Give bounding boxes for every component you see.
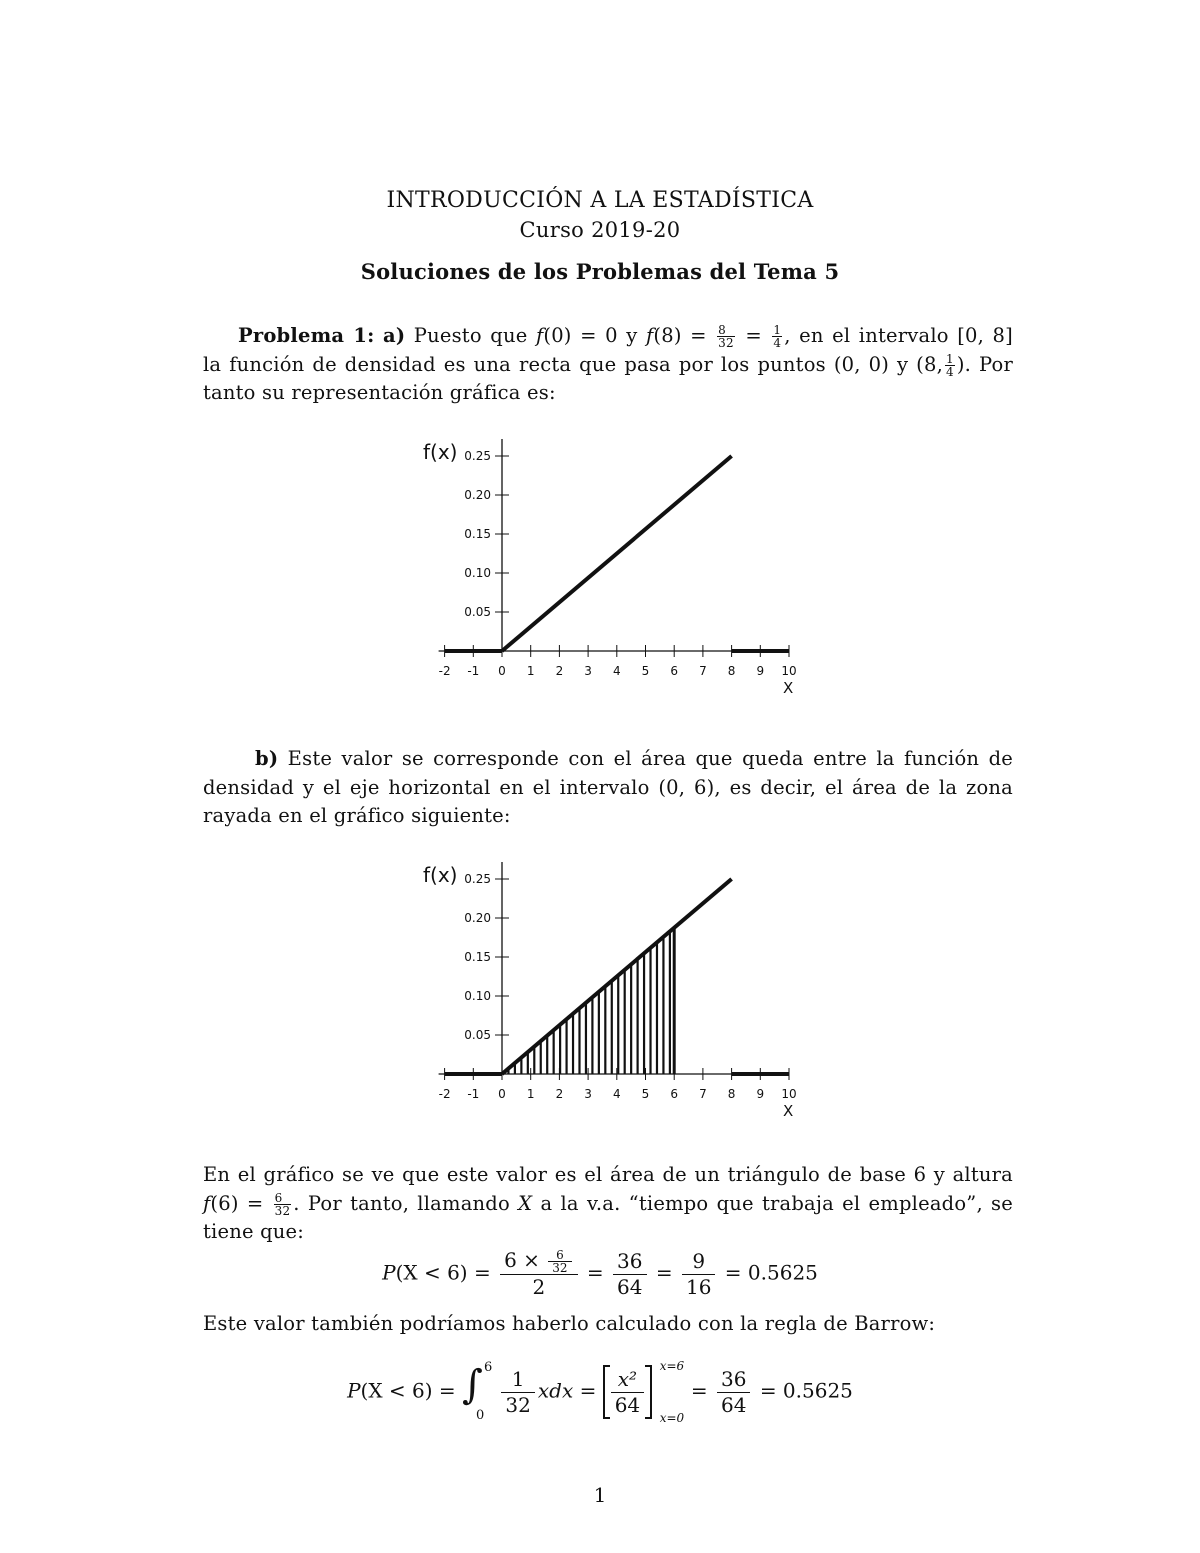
text: , en el intervalo [0, 8] bbox=[784, 324, 1013, 347]
x-tick-label: -2 bbox=[438, 664, 451, 678]
part-a-line-3: tanto su representación gráfica es: bbox=[203, 381, 556, 404]
x-axis-label: X bbox=[783, 1102, 794, 1120]
math-text: (X < 6) = bbox=[360, 1378, 456, 1403]
y-tick-label: 0.10 bbox=[464, 566, 491, 580]
fraction: $\frac{1}{4}$ bbox=[773, 323, 782, 350]
triangle-line-1: En el gráfico se ve que este valor es el área de un triángulo de base 6 y altura bbox=[203, 1163, 1013, 1186]
page-number: 1 bbox=[593, 1483, 607, 1507]
x-tick-label: 7 bbox=[699, 664, 707, 678]
text: Este valor se corresponde con el área que queda entre la función de bbox=[287, 747, 1013, 770]
y-axis-label: f(x) bbox=[423, 863, 458, 887]
text: la función de densidad es una recta que pasa por los puntos (0, 0) y (8, bbox=[203, 352, 943, 376]
equation-barrow bbox=[0, 1359, 1200, 1425]
chart-svg bbox=[415, 435, 815, 700]
x-tick-label: 4 bbox=[612, 1087, 621, 1101]
x-tick-label: 3 bbox=[584, 664, 592, 678]
x-tick-label: 1 bbox=[526, 1087, 535, 1101]
section-subtitle: Soluciones de los Problemas del Tema 5 bbox=[360, 259, 840, 284]
fraction: $\frac{1}{32}$ bbox=[501, 1367, 534, 1418]
text: (0) = 0 y bbox=[543, 324, 638, 347]
x-tick-label: 8 bbox=[727, 1087, 736, 1101]
x-tick-label: 10 bbox=[781, 664, 797, 678]
triangle-line-3: tiene que: bbox=[203, 1220, 305, 1243]
part-a-line-2 bbox=[203, 351, 1013, 380]
x-tick-label: 9 bbox=[756, 1087, 765, 1101]
x-tick-label: 4 bbox=[612, 664, 621, 678]
math-text: (X < 6) = bbox=[395, 1260, 491, 1285]
fraction: $\frac{36}{64}$ bbox=[613, 1249, 646, 1300]
fraction: $\frac{8}{32}$ bbox=[718, 323, 734, 350]
part-b-line-2: densidad y el eje horizontal en el intervalo (0, 6), es decir, el área de la zona bbox=[203, 775, 1013, 799]
part-a-label: a) bbox=[383, 324, 406, 347]
x-tick-label: 2 bbox=[555, 664, 564, 678]
y-tick-label: 0.05 bbox=[464, 605, 491, 619]
math-text: = bbox=[690, 1378, 708, 1403]
part-b-line-1 bbox=[203, 745, 1013, 774]
x-tick-label: 9 bbox=[756, 664, 765, 678]
part-b-line-3: rayada en el gráfico siguiente: bbox=[203, 804, 511, 827]
math-P: P bbox=[382, 1260, 396, 1285]
chart-svg bbox=[415, 858, 815, 1123]
text: a la v.a. “tiempo que trabaja el empleado”, se bbox=[540, 1191, 1013, 1215]
text: = bbox=[745, 324, 762, 347]
x-tick-label: 7 bbox=[699, 1087, 707, 1101]
x-tick-label: -2 bbox=[438, 1087, 451, 1101]
fraction: $\frac{36}{64}$ bbox=[717, 1367, 750, 1418]
integral: ∫ 6 0 bbox=[462, 1360, 493, 1423]
fraction: $\frac{9}{16}$ bbox=[682, 1249, 715, 1300]
math-P: P bbox=[347, 1378, 361, 1403]
x-tick-label: 6 bbox=[670, 1087, 679, 1101]
y-tick-label: 0.05 bbox=[464, 1028, 491, 1042]
y-tick-label: 0.10 bbox=[464, 989, 491, 1003]
problem1-part-b bbox=[203, 745, 1013, 831]
fraction: $\frac{6}{32}$ bbox=[274, 1190, 291, 1218]
chart-density-shaded bbox=[415, 858, 815, 1127]
x-tick-label: -1 bbox=[467, 1087, 480, 1101]
course-year: Curso 2019-20 bbox=[519, 218, 681, 242]
x-tick-label: 1 bbox=[526, 664, 535, 678]
evaluation-bracket: $\frac{\text{x²}}{64}$ x=6 x=0 bbox=[603, 1365, 652, 1419]
problem1-triangle-text bbox=[203, 1161, 1013, 1247]
triangle-line-2 bbox=[203, 1190, 1013, 1219]
x-tick-label: 5 bbox=[641, 664, 650, 678]
barrow-text bbox=[203, 1310, 1013, 1339]
y-axis-label: f(x) bbox=[423, 440, 458, 464]
x-tick-label: 5 bbox=[641, 1087, 650, 1101]
problem-label: Problema 1: bbox=[238, 324, 375, 347]
y-tick-label: 0.15 bbox=[464, 527, 491, 541]
fraction: 6 × $\frac{6}{32}$ 2 bbox=[500, 1248, 577, 1300]
x-tick-label: 0 bbox=[498, 1087, 506, 1101]
math-f: f bbox=[645, 324, 654, 347]
equation-triangle-area bbox=[0, 1248, 1200, 1300]
x-tick-label: 2 bbox=[555, 1087, 564, 1101]
fraction: $\frac{1}{4}$ bbox=[945, 351, 954, 379]
x-axis-label: X bbox=[783, 679, 794, 697]
x-tick-label: 0 bbox=[498, 664, 506, 678]
document-title: INTRODUCCIÓN A LA ESTADÍSTICA bbox=[386, 188, 814, 213]
y-tick-label: 0.25 bbox=[464, 449, 491, 463]
y-tick-label: 0.15 bbox=[464, 950, 491, 964]
math-X: X bbox=[518, 1191, 533, 1215]
part-b-label: b) bbox=[255, 747, 279, 770]
series-segment bbox=[502, 879, 732, 1074]
text: . Por tanto, llamando bbox=[293, 1191, 510, 1215]
y-tick-label: 0.20 bbox=[464, 911, 491, 925]
math-f: f bbox=[203, 1191, 211, 1215]
math-text: = 0.5625 bbox=[724, 1260, 818, 1285]
series-segment bbox=[502, 456, 732, 651]
math-text: xdx = bbox=[537, 1378, 597, 1403]
text: ). Por bbox=[956, 352, 1013, 376]
y-tick-label: 0.25 bbox=[464, 872, 491, 886]
problem1-part-a bbox=[203, 322, 1013, 408]
text: Puesto que bbox=[413, 324, 528, 347]
math-text: = 0.5625 bbox=[759, 1378, 853, 1403]
x-tick-label: -1 bbox=[467, 664, 480, 678]
text: (8) = bbox=[653, 324, 707, 347]
math-text: = bbox=[586, 1260, 604, 1285]
x-tick-label: 3 bbox=[584, 1087, 592, 1101]
x-tick-label: 6 bbox=[670, 664, 679, 678]
math-f: f bbox=[535, 324, 544, 347]
text: (6) = bbox=[210, 1191, 264, 1215]
x-tick-label: 10 bbox=[781, 1087, 797, 1101]
barrow-line: Este valor también podríamos haberlo calculado con la regla de Barrow: bbox=[203, 1312, 936, 1335]
part-a-line-1 bbox=[203, 322, 1013, 351]
y-tick-label: 0.20 bbox=[464, 488, 491, 502]
chart-density bbox=[415, 435, 815, 704]
x-tick-label: 8 bbox=[727, 664, 736, 678]
math-text: = bbox=[655, 1260, 673, 1285]
